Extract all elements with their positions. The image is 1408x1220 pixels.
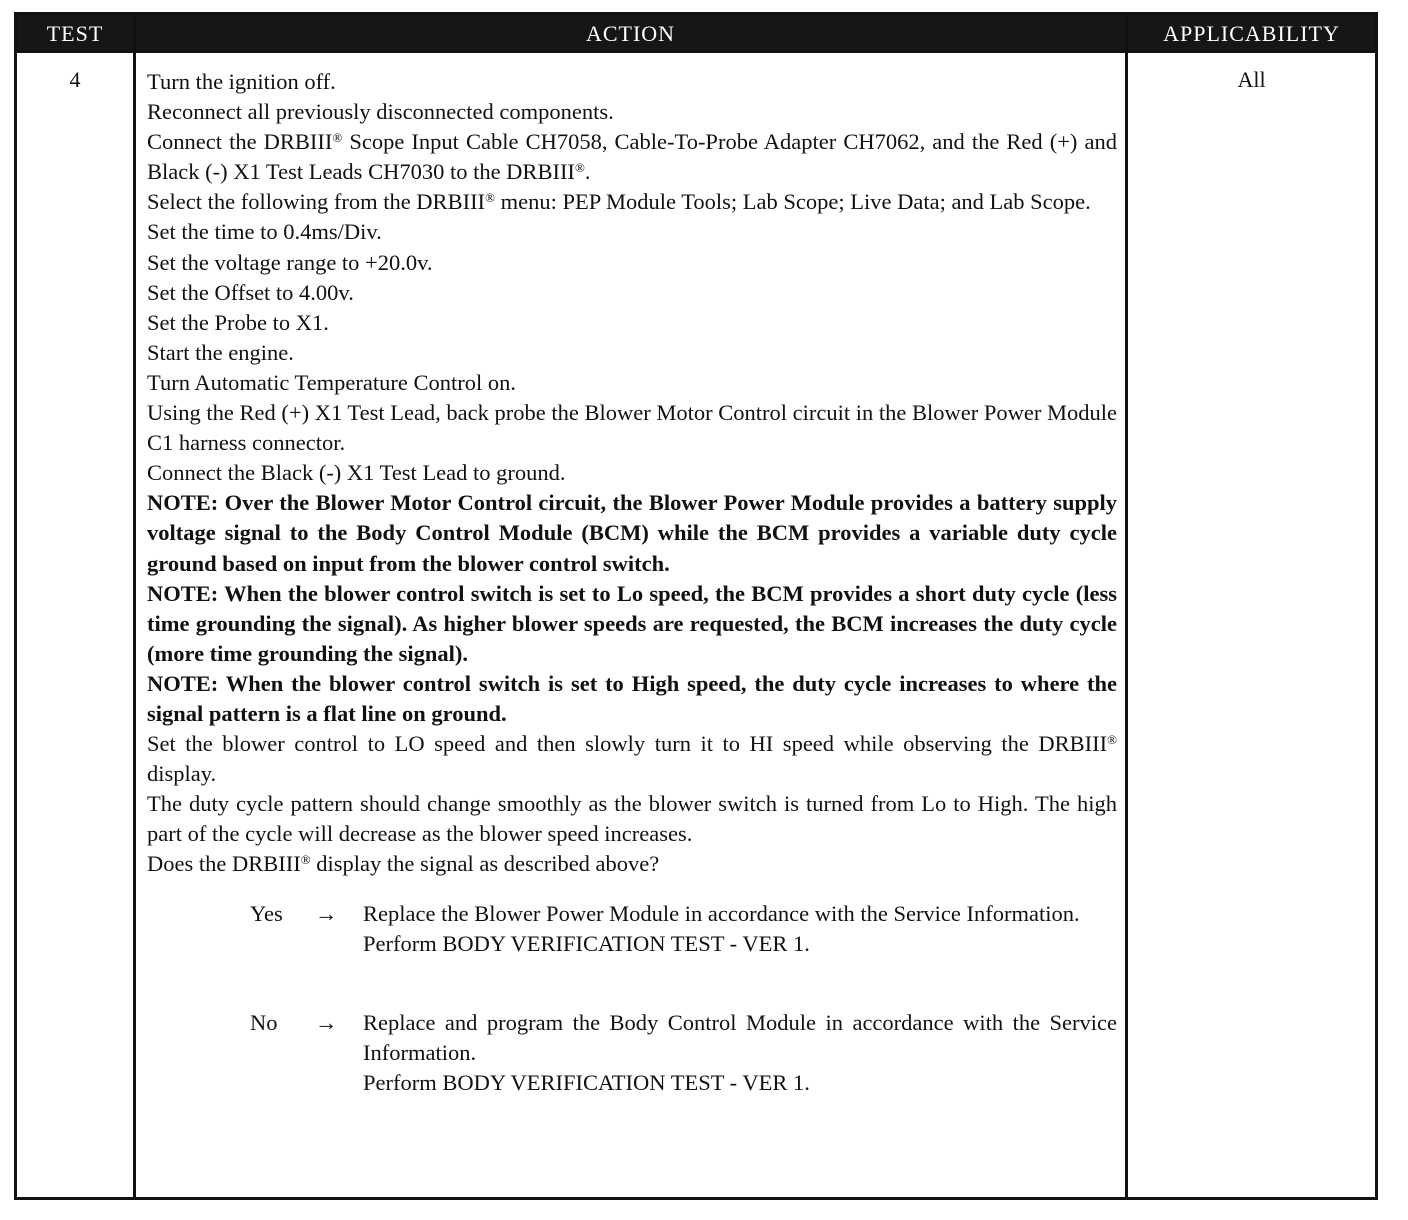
applicability-value: All bbox=[1237, 67, 1266, 92]
header-applicability: APPLICABILITY bbox=[1163, 21, 1340, 46]
test-number: 4 bbox=[69, 67, 81, 92]
step: Set the Offset to 4.00v. bbox=[147, 279, 354, 305]
outcome-line: Replace and program the Body Control Module in accordance with the Service Information. bbox=[363, 1009, 1117, 1065]
arrow-right-icon: → bbox=[315, 1009, 338, 1035]
step: Connect the DRBIII® Scope Input Cable CH7058, Cable-To-Probe Adapter CH7062, and the Red (+) and Black (-) X1 Test Leads CH7030 to the DRBIII®. bbox=[147, 129, 1117, 185]
outcome-yes bbox=[147, 899, 1117, 989]
outcome-line: Replace the Blower Power Module in accordance with the Service Information. bbox=[363, 900, 1080, 926]
step: Turn Automatic Temperature Control on. bbox=[147, 369, 517, 395]
note: NOTE: When the blower control switch is set to Lo speed, the BCM provides a short duty cycle (less time grounding the signal). As higher blower speeds are requested, the BCM increases the duty cycle (more time grounding the signal). bbox=[147, 580, 1117, 666]
question: Does the DRBIII® display the signal as described above? bbox=[147, 851, 660, 877]
header-action: ACTION bbox=[585, 21, 676, 46]
outcome-key: No bbox=[250, 1009, 278, 1035]
outcome-key: Yes bbox=[250, 900, 283, 926]
arrow-right-icon: → bbox=[315, 900, 338, 926]
note: NOTE: When the blower control switch is set to High speed, the duty cycle increases to where the signal pattern is a flat line on ground. bbox=[147, 670, 1117, 726]
step: Connect the Black (-) X1 Test Lead to ground. bbox=[147, 460, 566, 486]
diagnostic-table bbox=[14, 12, 1378, 1200]
note: NOTE: Over the Blower Motor Control circuit, the Blower Power Module provides a battery supply voltage signal to the Body Control Module (BCM) while the BCM provides a variable duty cycle ground based on input from the blower control switch. bbox=[147, 490, 1117, 576]
outcome-line: Perform BODY VERIFICATION TEST - VER 1. bbox=[363, 930, 810, 956]
column-divider-1 bbox=[133, 15, 136, 1197]
step: Set the voltage range to +20.0v. bbox=[147, 249, 433, 275]
outcome-no bbox=[147, 1008, 1117, 1098]
step: Reconnect all previously disconnected components. bbox=[147, 99, 614, 125]
step: The duty cycle pattern should change smoothly as the blower switch is turned from Lo to High. The high part of the cycle will decrease as the blower speed increases. bbox=[147, 791, 1117, 847]
outcome-text bbox=[363, 1008, 1117, 1098]
step: Turn the ignition off. bbox=[147, 69, 336, 94]
outcome-line: Perform BODY VERIFICATION TEST - VER 1. bbox=[363, 1069, 810, 1095]
step: Set the Probe to X1. bbox=[147, 309, 329, 335]
step: Using the Red (+) X1 Test Lead, back probe the Blower Motor Control circuit in the Blower Power Module C1 harness connector. bbox=[147, 400, 1117, 456]
header-test: TEST bbox=[46, 21, 104, 46]
step: Select the following from the DRBIII® menu: PEP Module Tools; Lab Scope; Live Data; and Lab Scope. bbox=[147, 189, 1091, 215]
outcome-text bbox=[363, 899, 1117, 959]
action-cell bbox=[147, 67, 1117, 1098]
step: Set the blower control to LO speed and then slowly turn it to HI speed while observing the DRBIII® display. bbox=[147, 731, 1117, 787]
step: Set the time to 0.4ms/Div. bbox=[147, 219, 382, 245]
column-divider-2 bbox=[1125, 15, 1128, 1197]
step: Start the engine. bbox=[147, 339, 294, 365]
table-header bbox=[17, 15, 1375, 53]
